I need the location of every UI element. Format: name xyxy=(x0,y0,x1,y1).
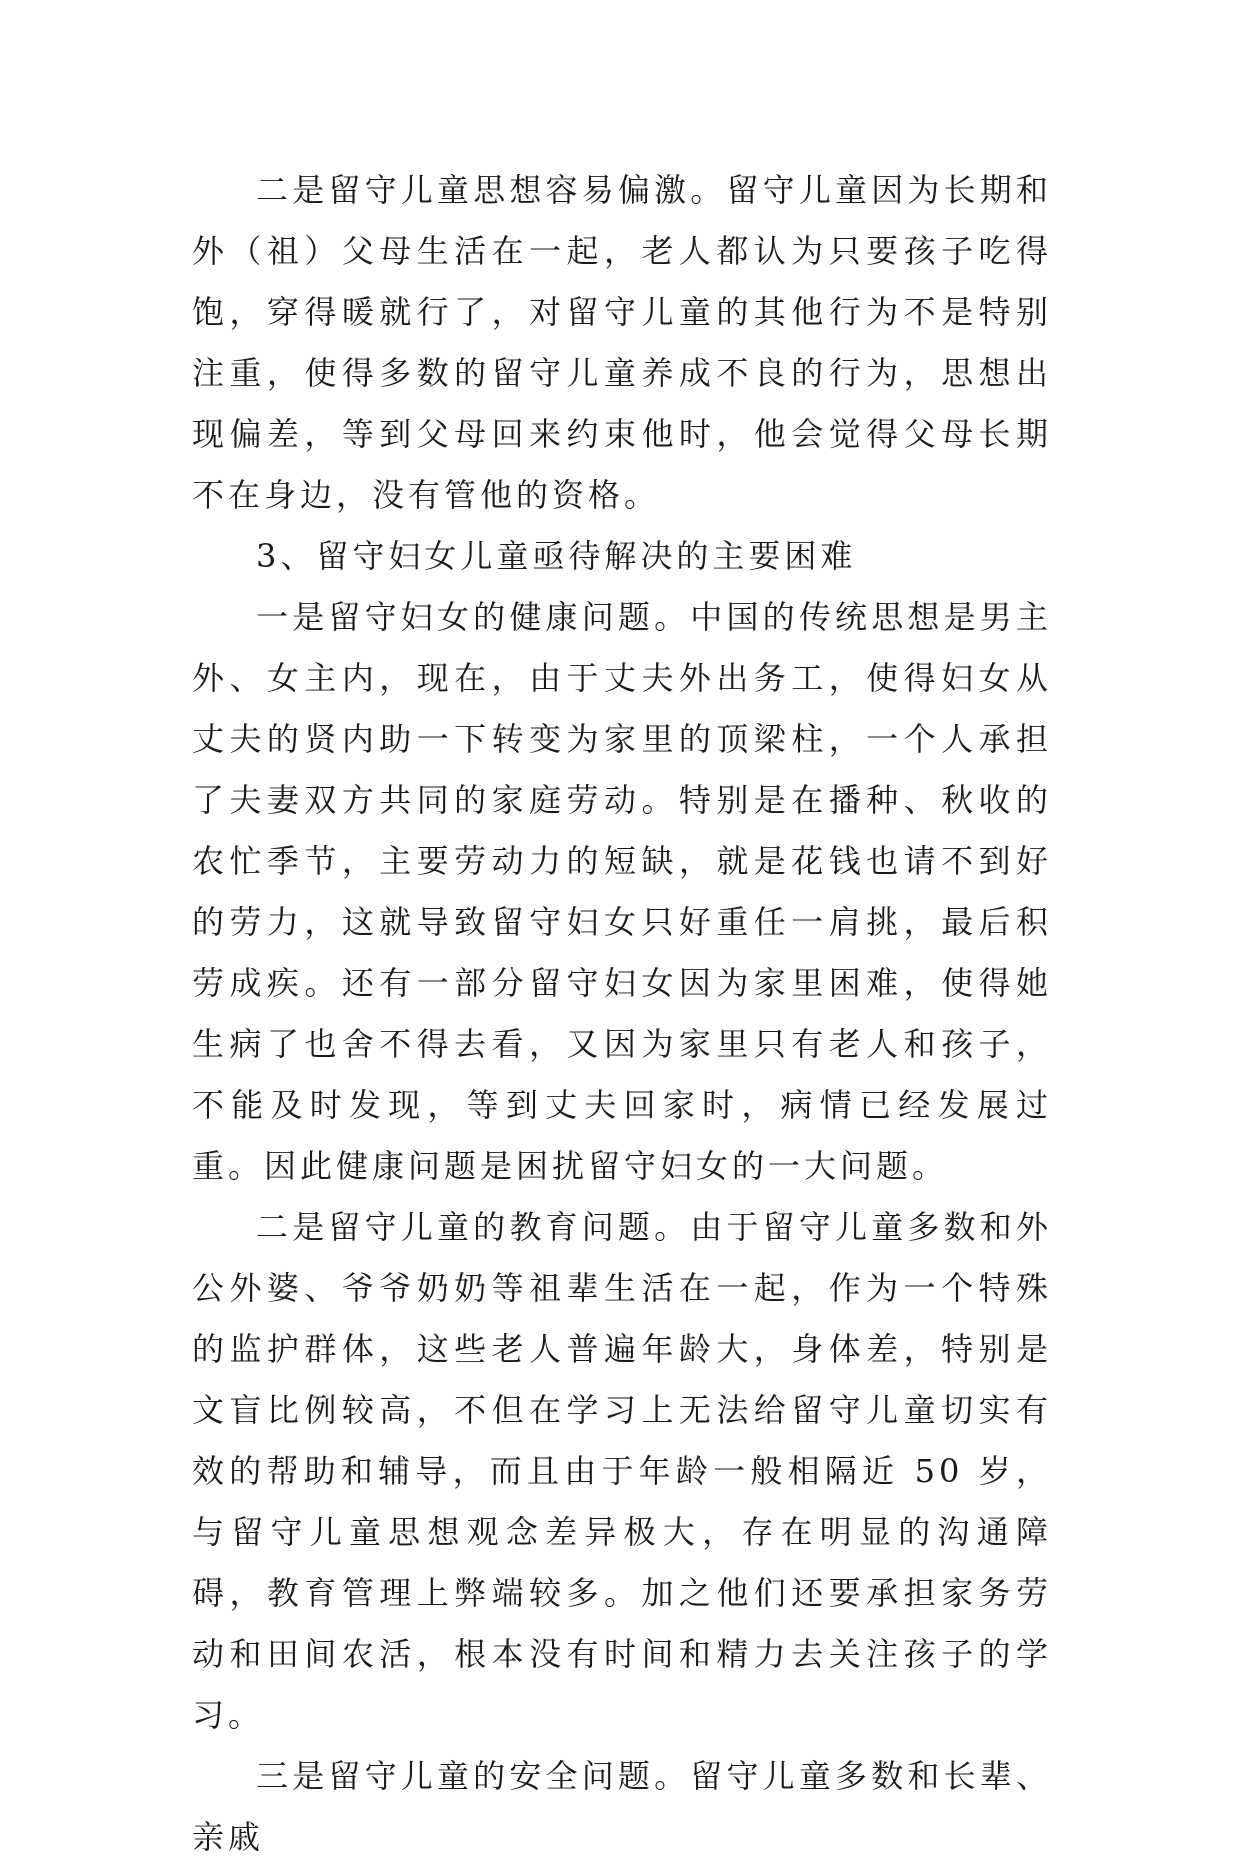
document-body xyxy=(192,160,1052,1868)
section-heading-main-difficulties: 3、留守妇女儿童亟待解决的主要困难 xyxy=(256,537,857,575)
paragraph-thinking-issue: 二是留守儿童思想容易偏激。留守儿童因为长期和外（祖）父母生活在一起，老人都认为只要孩子吃得饱，穿得暖就行了，对留守儿童的其他行为不是特别注重，使得多数的留守儿童养成不良的行为，思想出现偏差，等到父母回来约束他时，他会觉得父母长期不在身边，没有管他的资格。 xyxy=(192,171,1052,514)
paragraph-education-issue: 二是留守儿童的教育问题。由于留守儿童多数和外公外婆、爷爷奶奶等祖辈生活在一起，作为一个特殊的监护群体，这些老人普遍年龄大，身体差，特别是文盲比例较高，不但在学习上无法给留守儿童切实有效的帮助和辅导，而且由于年龄一般相隔近 50 岁，与留守儿童思想观念差异极大，存在明显的沟通障碍，教育管理上弊端较多。加之他们还要承担家务劳动和田间农活，根本没有时间和精力去关注孩子的学习。 xyxy=(192,1208,1052,1734)
paragraph-health-issue: 一是留守妇女的健康问题。中国的传统思想是男主外、女主内，现在，由于丈夫外出务工，使得妇女从丈夫的贤内助一下转变为家里的顶梁柱，一个人承担了夫妻双方共同的家庭劳动。特别是在播种、秋收的农忙季节，主要劳动力的短缺，就是花钱也请不到好的劳力，这就导致留守妇女只好重任一肩挑，最后积劳成疾。还有一部分留守妇女因为家里困难，使得她生病了也舍不得去看，又因为家里只有老人和孩子，不能及时发现，等到丈夫回家时，病情已经发展过重。因此健康问题是困扰留守妇女的一大问题。 xyxy=(192,598,1052,1185)
paragraph-safety-issue: 三是留守儿童的安全问题。留守儿童多数和长辈、亲戚 xyxy=(192,1757,1052,1856)
